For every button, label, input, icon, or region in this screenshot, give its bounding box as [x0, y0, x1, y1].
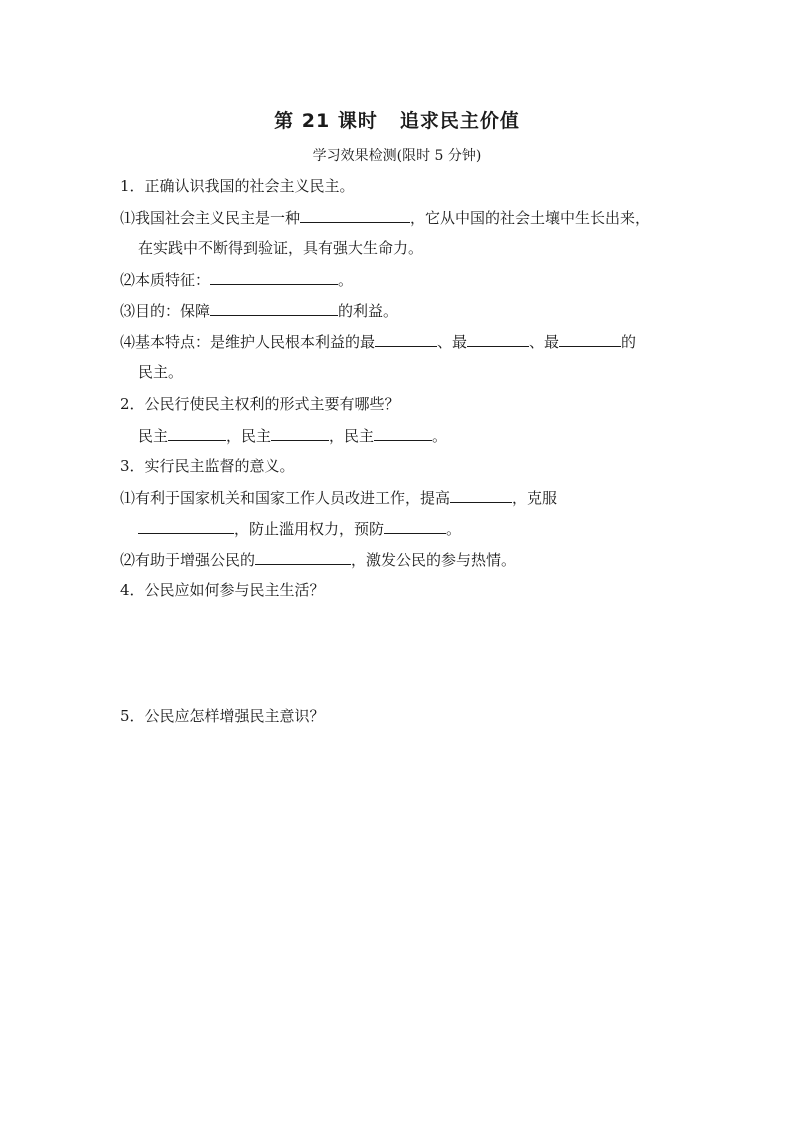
q3-item-2: ⑵有助于增强公民的 ，激发公民的参与热情。: [120, 551, 517, 569]
question-2-heading: 2．公民行使民主权利的形式主要有哪些？: [120, 395, 400, 413]
q1-item-3: ⑶目的：保障 的利益。: [120, 302, 399, 320]
q1-item-4-line-2: 民主。: [138, 363, 184, 381]
q3-item-1-line-2: ，防止滥用权力，预防 。: [138, 518, 461, 539]
answer-blank[interactable]: [559, 331, 621, 347]
title-lesson-number: 第 21 课时: [274, 110, 378, 132]
answer-blank[interactable]: [374, 425, 432, 441]
answer-blank[interactable]: [467, 331, 529, 347]
answer-blank[interactable]: [210, 300, 338, 316]
title-topic: 追求民主价值: [399, 110, 520, 132]
answer-blank[interactable]: [168, 425, 226, 441]
question-3-heading: 3．实行民主监督的意义。: [120, 457, 295, 475]
question-1-heading: 1．正确认识我国的社会主义民主。: [120, 177, 355, 195]
answer-blank[interactable]: [300, 207, 410, 223]
question-4-heading: 4．公民应如何参与民主生活？: [120, 581, 325, 599]
q1-item-1-line-2: 在实践中不断得到验证，具有强大生命力。: [138, 239, 424, 257]
subtitle: 学习效果检测(限时 5 分钟): [312, 148, 482, 164]
q2-answer-line: 民主 ，民主 ，民主 。: [138, 427, 448, 445]
answer-blank[interactable]: [271, 425, 329, 441]
q1-item-2: ⑵本质特征： 。: [120, 271, 354, 289]
answer-blank[interactable]: [210, 269, 338, 285]
q1-item-4-line-1: ⑷基本特点：是维护人民根本利益的最 、最 、最 的: [120, 333, 637, 351]
page-title: [0, 106, 794, 133]
answer-blank[interactable]: [384, 518, 446, 534]
q3-item-1-line-1: ⑴有利于国家机关和国家工作人员改进工作，提高 ，克服: [120, 489, 558, 507]
answer-blank[interactable]: [450, 487, 512, 503]
answer-blank[interactable]: [255, 549, 351, 565]
answer-blank[interactable]: [375, 331, 437, 347]
q1-item-1-line-1: ⑴我国社会主义民主是一种 ，它从中国的社会土壤中生长出来，: [120, 209, 651, 227]
answer-blank[interactable]: [138, 518, 234, 534]
question-5-heading: 5．公民应怎样增强民主意识？: [120, 707, 325, 725]
